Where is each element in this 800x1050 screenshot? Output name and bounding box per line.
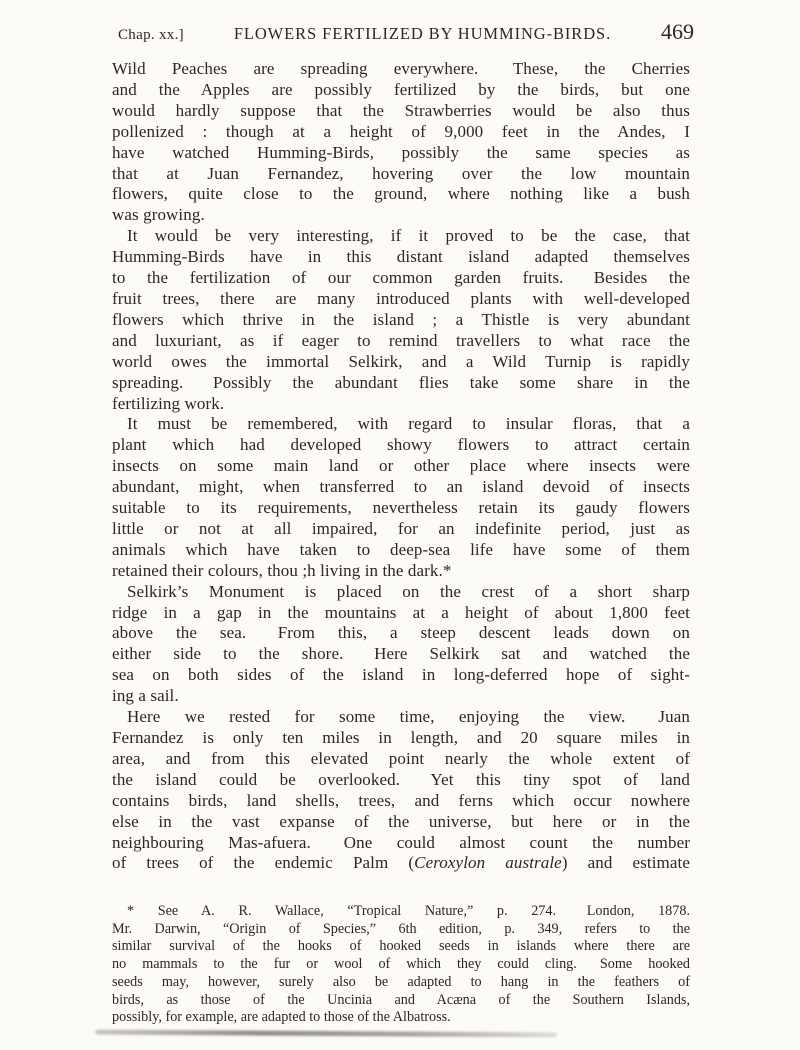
text-line: ing a sail.	[112, 686, 179, 706]
text-line: plant which had developed showy flowers to attract certain	[112, 435, 690, 455]
text-line: Selkirk’s Monument is placed on the crest of a short sharp	[127, 581, 690, 601]
text-line: pollenized : though at a height of 9,000 feet in the Andes, I	[112, 121, 690, 141]
footnote-line: birds, as those of the Uncinia and Acæna of the Southern Islands,	[112, 991, 690, 1008]
page-header	[118, 19, 694, 45]
text-line: animals which have taken to deep-sea life have some of them	[112, 539, 690, 559]
text-line: world owes the immortal Selkirk, and a Wild Turnip is rapidly	[112, 351, 690, 371]
text-line: was growing.	[112, 205, 205, 225]
text-line: and luxuriant, as if eager to remind travellers to what race the	[112, 330, 690, 350]
scan-edge-artifact	[95, 1030, 557, 1038]
footnote-line: seeds may, however, surely also be adapted to hang in the feathers of	[112, 973, 690, 990]
text-line: area, and from this elevated point nearly the whole extent of	[112, 748, 690, 768]
text-line: would hardly suppose that the Strawberries would be also thus	[112, 100, 690, 120]
text-line: fertilizing work.	[112, 393, 225, 413]
text-line: either side to the shore. Here Selkirk sat and watched the	[112, 644, 690, 664]
text-line: ridge in a gap in the mountains at a height of about 1,800 feet	[112, 602, 690, 622]
text-line: sea on both sides of the island in long-deferred hope of sight-	[112, 665, 690, 685]
page-number: 469	[661, 19, 694, 44]
text-line: Wild Peaches are spreading everywhere. These, the Cherries	[112, 59, 690, 78]
text-line: to the fertilization of our common garden fruits. Besides the	[112, 268, 690, 288]
text-line: fruit trees, there are many introduced plants with well-developed	[112, 288, 690, 308]
text-segment: of trees of the endemic Palm (	[112, 853, 415, 873]
text-line: flowers which thrive in the island ; a Thistle is very abundant	[112, 309, 690, 329]
text-line: flowers, quite close to the ground, where nothing like a bush	[112, 184, 690, 204]
text-line: retained their colours, thou ;h living in the dark.*	[112, 560, 452, 580]
footnote-line: possibly, for example, are adapted to those of the Albatross.	[112, 1009, 451, 1026]
text-line: little or not at all impaired, for an indefinite period, just as	[112, 518, 690, 538]
latin-species-name: Ceroxylon australe	[414, 853, 562, 873]
text-line: suitable to its requirements, nevertheless retain its gaudy flowers	[112, 498, 690, 518]
running-title: FLOWERS FERTILIZED BY HUMMING-BIRDS.	[233, 24, 612, 43]
text-line: and the Apples are possibly fertilized by the birds, but one	[112, 79, 690, 99]
text-line: insects on some main land or other place where insects were	[112, 456, 690, 476]
text-line: have watched Humming-Birds, possibly the same species as	[112, 142, 690, 162]
text-line: spreading. Possibly the abundant flies take some share in the	[112, 372, 690, 392]
text-line: that at Juan Fernandez, hovering over the low mountain	[112, 163, 690, 183]
text-line: contains birds, land shells, trees, and ferns which occur nowhere	[112, 790, 690, 810]
text-line: the island could be overlooked. Yet this tiny spot of land	[112, 769, 690, 789]
text-line: neighbouring Mas-afuera. One could almost count the number	[112, 832, 690, 852]
text-line: Humming-Birds have in this distant island adapted themselves	[112, 247, 690, 267]
text-line: Here we rested for some time, enjoying the view. Juan	[127, 707, 690, 727]
text-line-with-latin-name	[112, 853, 690, 874]
chapter-label: Chap. xx.]	[118, 27, 184, 43]
text-line: Fernandez is only ten miles in length, and 20 square miles in	[112, 728, 690, 747]
text-line: It would be very interesting, if it proved to be the case, that	[127, 226, 690, 246]
footnote-line: no mammals to the fur or wool of which they could cling. Some hooked	[112, 956, 690, 973]
footnote-line: Mr. Darwin, “Origin of Species,” 6th edition, p. 349, refers to the	[112, 920, 690, 937]
footnote-line: similar survival of the hooks of hooked seeds in islands where there are	[112, 938, 690, 955]
text-segment: ) and estimate	[561, 853, 690, 873]
text-line: else in the vast expanse of the universe, but here or in the	[112, 811, 690, 831]
text-line: above the sea. From this, a steep descent leads down on	[112, 623, 690, 643]
footnote-line: * See A. R. Wallace, “Tropical Nature,” p. 274. London, 1878.	[127, 903, 690, 919]
text-line: It must be remembered, with regard to insular floras, that a	[127, 414, 690, 434]
text-line: abundant, might, when transferred to an island devoid of insects	[112, 477, 690, 497]
body-text	[112, 59, 690, 874]
footnote	[112, 903, 690, 1027]
